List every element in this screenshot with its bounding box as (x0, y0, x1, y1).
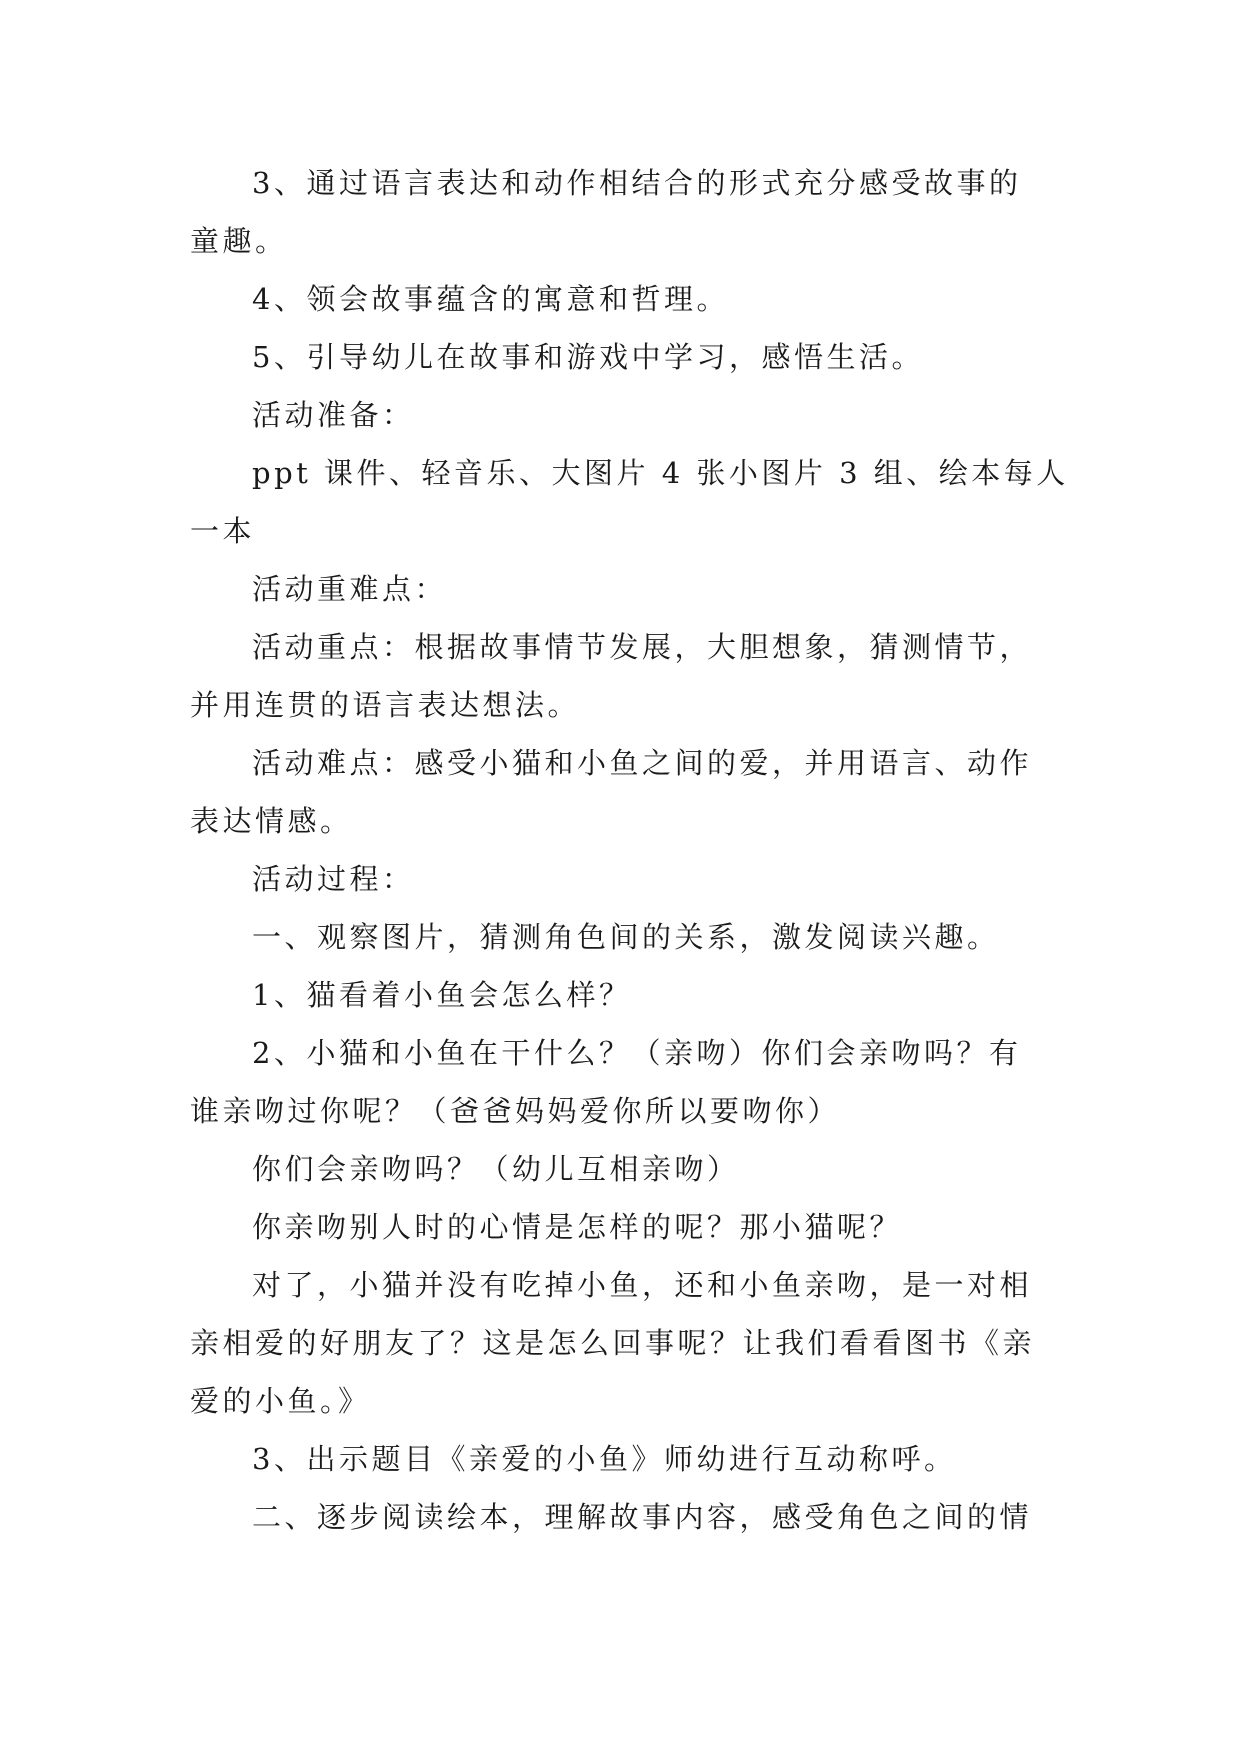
text-line: 你亲吻别人时的心情是怎样的呢？那小猫呢？ (252, 1210, 903, 1244)
text-line: 表达情感。 (190, 804, 353, 838)
text-line: ppt 课件、轻音乐、大图片 4 张小图片 3 组、绘本每人 (252, 456, 1069, 490)
text-line: 3、通过语言表达和动作相结合的形式充分感受故事的 (252, 166, 1022, 200)
text-line: 爱的小鱼。》 (190, 1384, 371, 1418)
text-line: 3、出示题目《亲爱的小鱼》师幼进行互动称呼。 (252, 1442, 957, 1476)
text-line: 谁亲吻过你呢？（爸爸妈妈爱你所以要吻你） (190, 1094, 841, 1128)
text-line: 一本 (190, 514, 256, 548)
text-line: 一、观察图片，猜测角色间的关系，激发阅读兴趣。 (252, 920, 1000, 954)
text-line: 活动重点：根据故事情节发展，大胆想象，猜测情节， (252, 630, 1033, 664)
section-heading: 活动过程： (252, 862, 415, 896)
document-body (190, 154, 1069, 1546)
text-line: 4、领会故事蕴含的寓意和哲理。 (252, 282, 729, 316)
text-line: 2、小猫和小鱼在干什么？（亲吻）你们会亲吻吗？有 (252, 1036, 1022, 1070)
text-line: 5、引导幼儿在故事和游戏中学习，感悟生活。 (252, 340, 924, 374)
text-line: 童趣。 (190, 224, 288, 258)
section-heading: 活动准备： (252, 398, 415, 432)
text-line: 1、猫看着小鱼会怎么样？ (252, 978, 632, 1012)
section-heading: 活动重难点： (252, 572, 448, 606)
text-line: 亲相爱的好朋友了？这是怎么回事呢？让我们看看图书《亲 (190, 1326, 1036, 1360)
text-line: 活动难点：感受小猫和小鱼之间的爱，并用语言、动作 (252, 746, 1033, 780)
text-line: 二、逐步阅读绘本，理解故事内容，感受角色之间的情 (252, 1500, 1033, 1534)
text-line: 并用连贯的语言表达想法。 (190, 688, 581, 722)
text-line: 你们会亲吻吗？（幼儿互相亲吻） (252, 1152, 740, 1186)
text-line: 对了，小猫并没有吃掉小鱼，还和小鱼亲吻，是一对相 (252, 1268, 1033, 1302)
